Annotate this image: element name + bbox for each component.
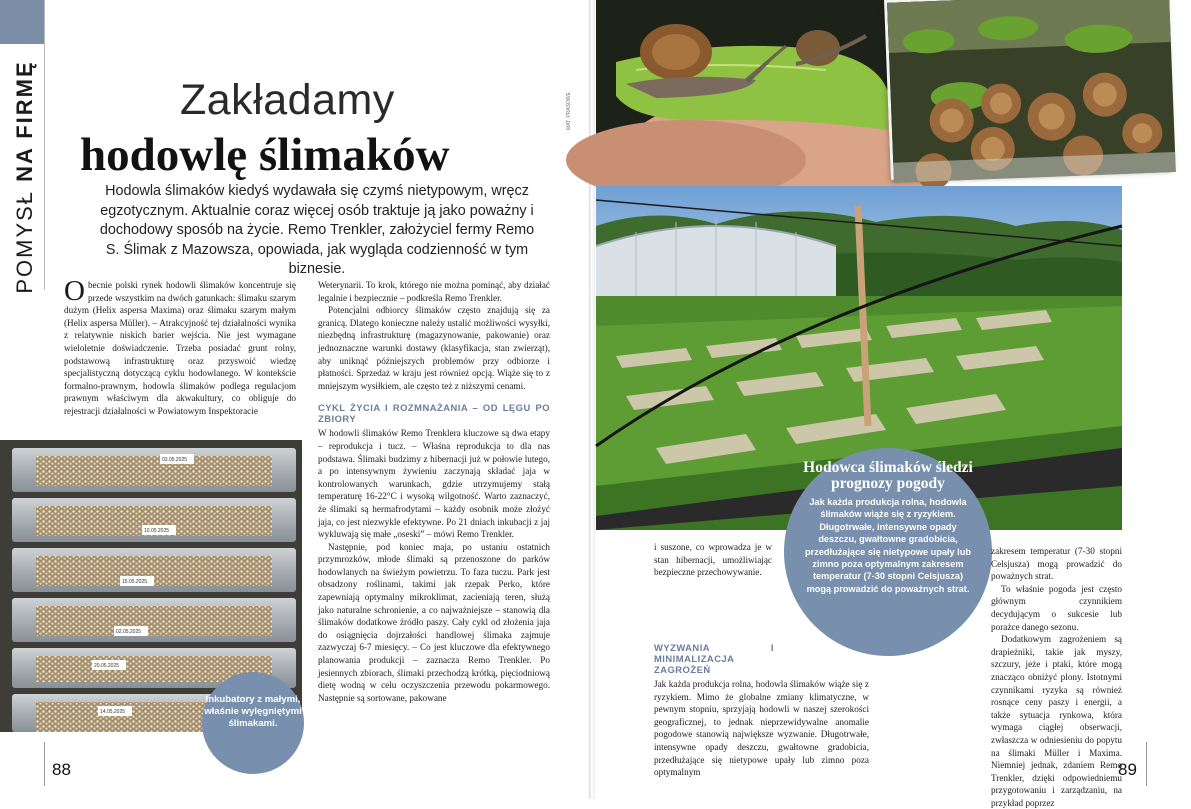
page-number-left: 88 [52,760,71,779]
page-number-right: 89 [1118,760,1137,779]
paragraph: Jak każda produkcja rolna, hodowla ślimaków wiąże się z ryzykiem. Mimo że globalne zmiany klimatyczne, w pewnym stopniu, sprzyjają hodowli w naszej szerokości geograficznej, to jednak nieprzewidywalne anomalie pogodowe stanowią największe wyzwanie. Długotrwałe, intensywne opady deszczu, gwałtowne gradobicia, przedłużające się nietypowe upały lub zimno poza optymalnym [654,679,869,778]
tray-label: 15.05.2025 [122,579,148,585]
tray-label: 02.05.2025 [116,629,142,635]
folio-rule [44,742,45,786]
article-title-line-1: Zakładamy [180,76,395,124]
paragraph: Weterynarii. To krok, którego nie można pominąć, aby działać legalnie i bezpiecznie – podkreśla Remo Trenkler. [318,280,550,303]
text-column-4 [991,545,1122,809]
article-lead: Hodowla ślimaków kiedyś wydawała się czymś nietypowym, wręcz egzotycznym. Aktualnie coraz więcej osób traktuje ją jako poważny i dochodowy sposób na życie. Remo Trenkler, założyciel fermy Remo S. Ślimak z Mazowsza, opowiada, jak wygląda codzienność w tym biznesie. [99,183,535,278]
tray-label: 20.05.2025 [94,663,120,669]
callout-bubble [784,448,992,656]
section-subhead: CYKL ŻYCIA I ROZMNAŻANIA – OD LĘGU PO ZBIORY [318,402,550,425]
drop-cap: O [64,275,85,307]
paragraph: Następnie, pod koniec maja, po ustaniu ostatnich przymrozków, młode ślimaki są przenoszone do parków hodowlanych na świeżym powietrzu. To faza tuczu. Park jest obsadzony roślinami, takimi jak rzepak Perko, które zapewniają optymalny mikroklimat, zacieniają teren, służą jako naturalne schronienie, a co najważniejsze – stanowią dla ślimaków dodatkowe źródło paszy. Cały cykl od złożenia jaja do osiągnięcia dojrzałości handlowej ślimaka zajmuje zazwyczaj 6-7 miesięcy. – Co jest kluczowe dla efektywnego planowania produkcji – zaznacza Remo Trenkler. Po jesiennych zbiorach, ślimaki przechodzą krótką, pięciodniową dietę wodną w celu oczyszczenia przewodu pokarmowego. Następnie są sortowane, pakowane [318,541,550,703]
section-corner-tab [0,0,44,44]
text-column-3-top [654,541,772,579]
snails-on-hand-illustration [596,0,888,180]
photo-credit: MAT. PRASOWE [566,92,572,130]
tray-label: 14.05.2025 [100,709,126,715]
section-subhead: WYZWANIA I MINIMALIZACJA ZAGROŻEŃ [654,642,774,675]
text-column-2 [318,279,550,704]
text-column-1 [64,275,296,418]
spine-gutter [589,0,595,799]
paragraph: Potencjalni odbiorcy ślimaków często znajdują się za granicą. Dlatego konieczne należy ustalić możliwości wysyłki, niezbędną infrastrukturę (magazynowanie, pakowanie) oraz jednoznaczne warunki dostawy (klasyfikacja, stan zwierząt), aby uniknąć późniejszych problemów przy odbiorze i płatności. Sprzedaż w kraju jest również opcją. Wiąże się to z mniejszym wysiłkiem, ale często też z niższymi cenami. [318,305,550,391]
left-page [0,0,590,799]
photo-caption-bubble: Inkubatory z małymi, właśnie wylęgniętymi ślimakami. [202,672,304,774]
paragraph: To właśnie pogoda jest często głównym czynnikiem decydującym o sukcesie lub porażce danego sezonu. [991,583,1122,632]
paragraph: W hodowli ślimaków Remo Trenklera kluczowe są dwa etapy – reprodukcja i tucz. – Właśna reprodukcja to dla nas podstawa. Ślimaki budzimy z hibernacji już w połowie lutego, a po intensywnym żywieniu zaczynają składać jaja w kontrolowanych warunkach, gdzie utrzymujemy stałą temperaturę 16-22°C i wysoką wilgotność. Warto zaznaczyć, że ślimaki są hermafrodytami – każdy osobnik może złożyć jaja, co jest niezwykle efektywne. Po 21 dniach inkubacji z jaj wykluwają się małe „oseski” – mówi Remo Trenkler. [318,428,550,540]
callout-title: Hodowca ślimaków śledzi prognozy pogody [803,459,973,492]
tray-label: 10.05.2025 [144,528,170,534]
snails-on-hand-photo [596,0,888,180]
article-title-line-2: hodowlę ślimaków [80,129,450,181]
paragraph: Dodatkowym zagrożeniem są drapieżniki, takie jak myszy, szczury, jeże i ptaki, które mogą znacząco obniżyć plony. Istotnymi czynnikami ryzyka są również rosnące ceny paszy i energii, a także sytuacja rynkowa, która wymaga ciągłej obserwacji, zwłaszcza w odniesieniu do popytu na ślimaki Müller i Maxima. Niemniej jednak, zdaniem Remo Trenkler, dzięki odpowiedniemu przygotowaniu i zarządzaniu, na przykład poprzez [991,634,1122,808]
paragraph: zakresem temperatur (7-30 stopni Celsjusza) mogą prowadzić do poważnych strat. [991,546,1122,582]
section-label [12,52,46,302]
section-label-thin: NA FIRMĘ [12,60,37,182]
folio-rule [1146,742,1147,786]
paragraph: Obecnie polski rynek hodowli ślimaków koncentruje się przede wszystkim na dwóch gatunkach: ślimaku szarym dużym (Helix aspersa Maxima) oraz ślimaku szarym małym (Helix aspersa Müller). – Atrakcyjność tej działalności wynika z relatywnie niskich barier wejścia. Nie jest wymagane wieloletnie doświadczenie. Trzeba posiadać grunt rolny, podstawową infrastrukturę oraz przyswoić wiedzę specjalistyczną dotyczącą cyklu hodowlanego. W kontekście formalno-prawnym, hodowla ślimaków podlega regulacjom prawnym właściwym dla akwakultury, co obliguje do rejestracji działalności w Powiatowym Inspektoracie [64,275,296,416]
paragraph: i suszone, co wprowadza je w stan hibernacji, umożliwiając bezpieczne przechowywanie. [654,542,772,578]
tray-label: 03.05.2025 [162,457,188,463]
text-column-3 [654,638,869,779]
section-label-bold: POMYSŁ [12,189,37,294]
snails-in-crate-illustration [887,0,1176,183]
snails-in-crate-photo [884,0,1173,180]
callout-body: Jak każda produkcja rolna, hodowla ślimaków wiąże się z ryzykiem. Długotrwałe, intensywne opady deszczu, gwałtowne gradobicia, przedłużające się nietypowe upały lub zimno poza optymalnym zakresem temperatur (7-30 stopni Celsjusza) mogą prowadzić do poważnych strat. [805,497,971,594]
